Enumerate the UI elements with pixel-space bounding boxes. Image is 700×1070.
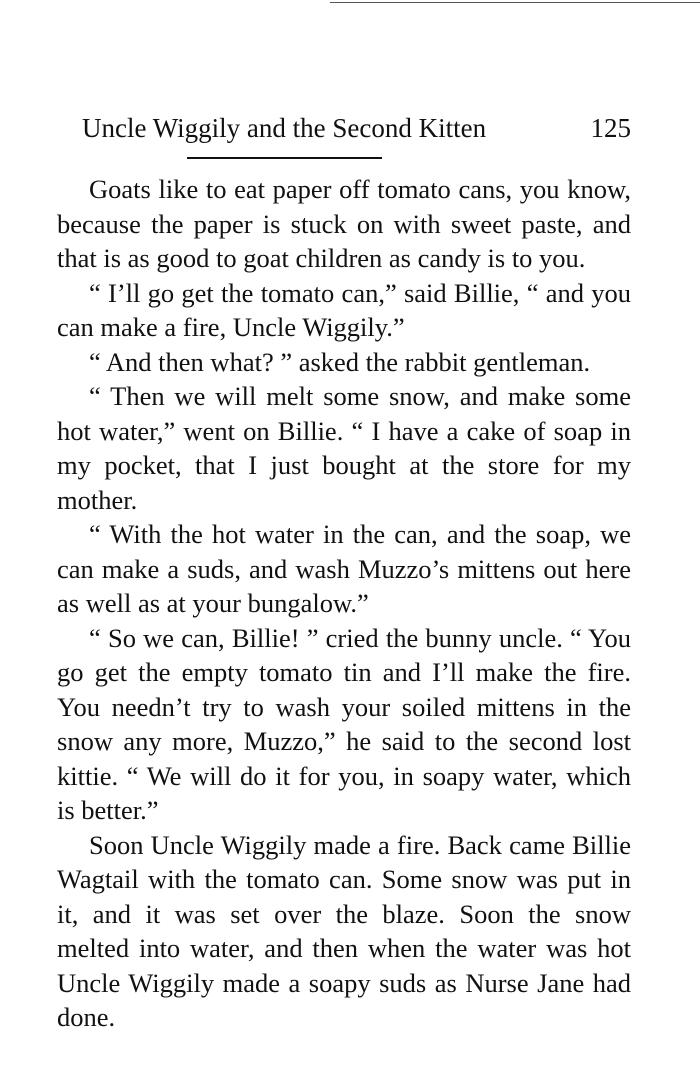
body-text — [57, 172, 631, 1035]
paragraph-1: Goats like to eat paper off tomato cans, you know, because the paper is stuck on with sweet paste, and that is as good to goat children as candy is to you. — [57, 174, 631, 273]
paragraph-3: “ And then what? ” asked the rabbit gentleman. — [89, 346, 591, 377]
paragraph-7: Soon Uncle Wiggily made a fire. Back came Billie Wagtail with the tomato can. Some snow was put in it, and it was set over the blaze. Soon the snow melted into water, and then when the water was hot Uncle Wiggily made a soapy suds as Nurse Jane had done. — [57, 829, 631, 1032]
paragraph-4: “ Then we will melt some snow, and make some hot water,” went on Billie. “ I have a cake of soap in my pocket, that I just bought at the store for my mother. — [57, 381, 631, 515]
header-divider — [187, 157, 382, 159]
running-head: Uncle Wiggily and the Second Kitten — [82, 113, 487, 143]
paragraph-6: “ So we can, Billie! ” cried the bunny uncle. “ You go get the empty tomato tin and I’ll make the fire. You needn’t try to wash your soiled mittens in the snow any more, Muzzo,” he said to the second lost kittie. “ We will do it for you, in soapy water, which is better.” — [57, 622, 631, 825]
page-header — [57, 106, 631, 150]
paragraph-5: “ With the hot water in the can, and the soap, we can make a suds, and wash Muzzo’s mittens out here as well as at your bungalow.” — [57, 519, 631, 618]
top-edge-rule — [330, 2, 700, 3]
paragraph-2: “ I’ll go get the tomato can,” said Billie, “ and you can make a fire, Uncle Wiggily.” — [57, 277, 631, 342]
page-number: 125 — [590, 113, 631, 143]
book-page — [57, 106, 631, 150]
